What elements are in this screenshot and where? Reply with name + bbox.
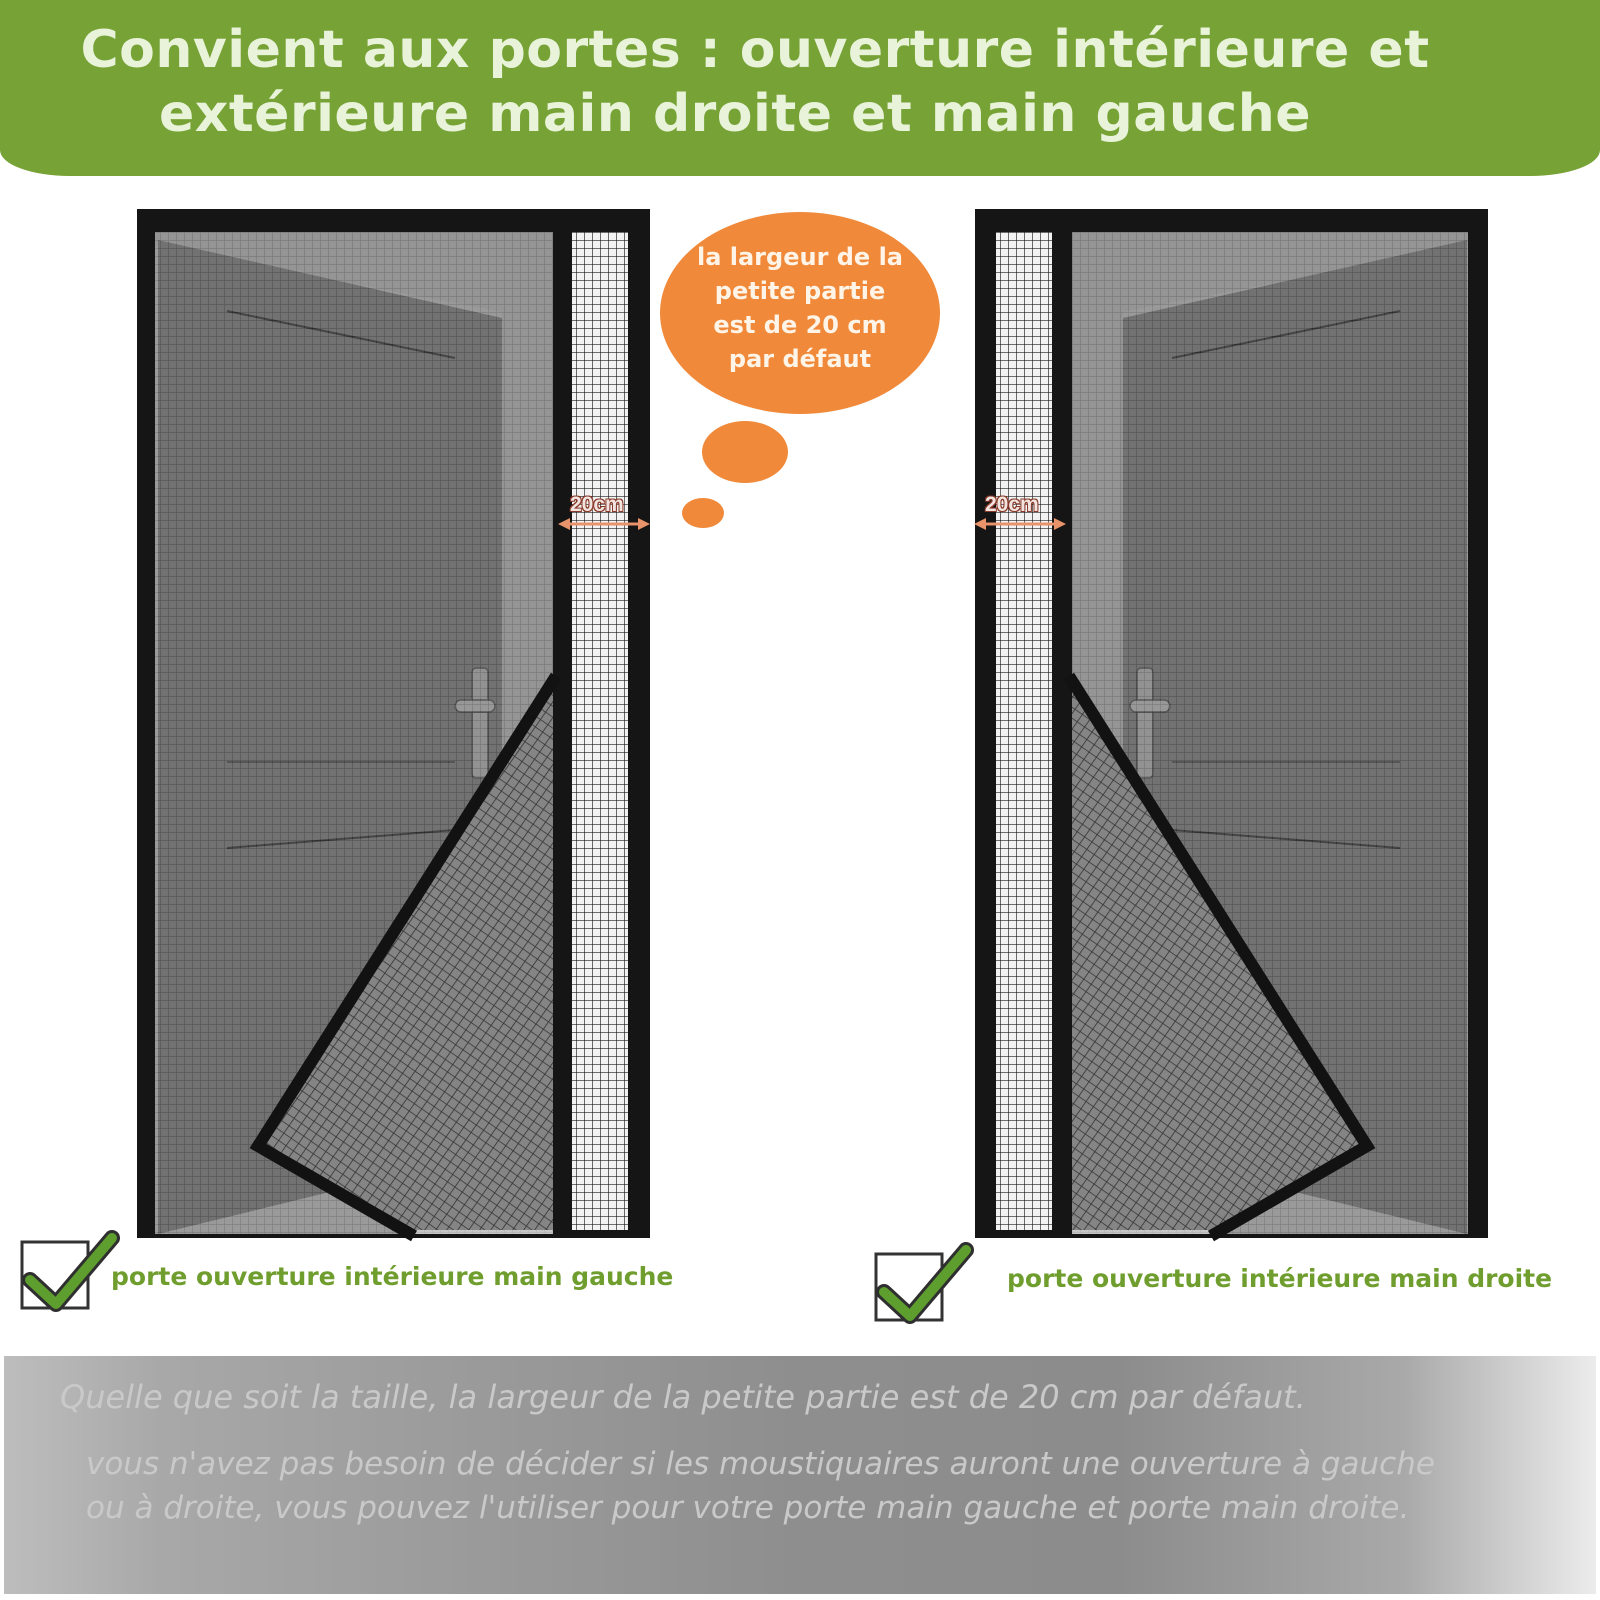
bubble-line-2: petite partie bbox=[714, 277, 886, 305]
caption-right: porte ouverture intérieure main droite bbox=[1007, 1264, 1553, 1293]
bubble-line-1: la largeur de la bbox=[696, 243, 903, 271]
footer-panel bbox=[4, 1356, 1596, 1594]
footer-line-3: ou à droite, vous pouvez l'utiliser pour votre porte main gauche et porte main droite. bbox=[86, 1490, 1410, 1526]
footer-line-2: vous n'avez pas besoin de décider si les moustiquaires auront une ouverture à gauche bbox=[86, 1446, 1435, 1482]
title-line-2: extérieure main droite et main gauche bbox=[159, 84, 1311, 144]
bubble-line-3: est de 20 cm bbox=[713, 311, 887, 339]
caption-left: porte ouverture intérieure main gauche bbox=[111, 1262, 674, 1291]
footer-line-1: Quelle que soit la taille, la largeur de la petite partie est de 20 cm par défaut. bbox=[60, 1378, 1306, 1416]
right-door-screen bbox=[974, 209, 1488, 1238]
check-icon bbox=[22, 1238, 112, 1308]
right-width-label: 20cm bbox=[985, 493, 1039, 516]
left-door-screen bbox=[137, 209, 650, 1238]
check-icon bbox=[876, 1250, 966, 1320]
bubble-text bbox=[668, 240, 932, 376]
bubble-line-4: par défaut bbox=[728, 345, 872, 373]
title-line-1: Convient aux portes : ouverture intérieure et bbox=[80, 20, 1430, 80]
left-width-label: 20cm bbox=[570, 493, 624, 516]
